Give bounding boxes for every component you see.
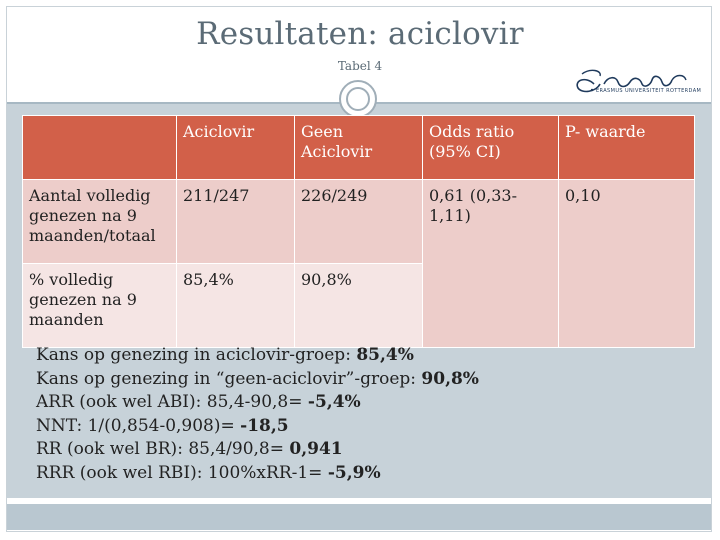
row-label: % volledig genezen na 9 maanden <box>23 264 177 348</box>
table-header-row <box>23 116 695 180</box>
slide-title: Resultaten: aciclovir <box>196 16 524 52</box>
summary-line <box>36 391 479 415</box>
summary-value: -5,9% <box>327 462 381 483</box>
erasmus-logo-icon <box>560 62 700 100</box>
summary-line <box>36 415 479 439</box>
footer-bar <box>7 504 711 530</box>
ring-ornament-icon <box>339 80 377 118</box>
slide-subtitle: Tabel 4 <box>337 59 383 73</box>
summary-text: NNT: 1/(0,854-0,908)= <box>36 415 241 436</box>
cell-geen-aciclovir: 90,8% <box>295 264 423 348</box>
header-cell-p-waarde: P- waarde <box>559 116 695 180</box>
summary-text: Kans op genezing in “geen-aciclovir”-groep: <box>36 368 422 389</box>
cell-geen-aciclovir: 226/249 <box>295 180 423 264</box>
cell-aciclovir: 211/247 <box>177 180 295 264</box>
summary-line <box>36 462 479 486</box>
cell-aciclovir: 85,4% <box>177 264 295 348</box>
cell-odds-ratio: 0,61 (0,33-1,11) <box>423 180 559 348</box>
logo-tagline: ERASMUS UNIVERSITEIT ROTTERDAM <box>596 88 702 94</box>
summary-line <box>36 368 479 392</box>
table-row <box>23 180 695 264</box>
summary-text: RR (ook wel BR): 85,4/90,8= <box>36 439 290 459</box>
summary-value: 90,8% <box>421 368 479 389</box>
results-table <box>22 115 695 348</box>
header-cell-geen-aciclovir: Geen Aciclovir <box>295 116 423 180</box>
summary-line <box>36 438 479 462</box>
header-cell-empty <box>23 116 177 180</box>
results-summary <box>36 344 479 485</box>
summary-value: -18,5 <box>240 415 289 436</box>
summary-line <box>36 344 479 368</box>
header-cell-odds-ratio: Odds ratio (95% CI) <box>423 116 559 180</box>
summary-value: -5,4% <box>307 392 361 412</box>
summary-text: ARR (ook wel ABI): 85,4-90,8= <box>36 392 308 412</box>
summary-text: Kans op genezing in aciclovir-groep: <box>36 345 357 365</box>
summary-value: 0,941 <box>289 439 343 459</box>
summary-value: 85,4% <box>356 345 414 365</box>
cell-p-waarde: 0,10 <box>559 180 695 348</box>
header-cell-aciclovir: Aciclovir <box>177 116 295 180</box>
summary-text: RRR (ook wel RBI): 100%xRR-1= <box>36 462 328 483</box>
row-label: Aantal volledig genezen na 9 maanden/totaal <box>23 180 177 264</box>
